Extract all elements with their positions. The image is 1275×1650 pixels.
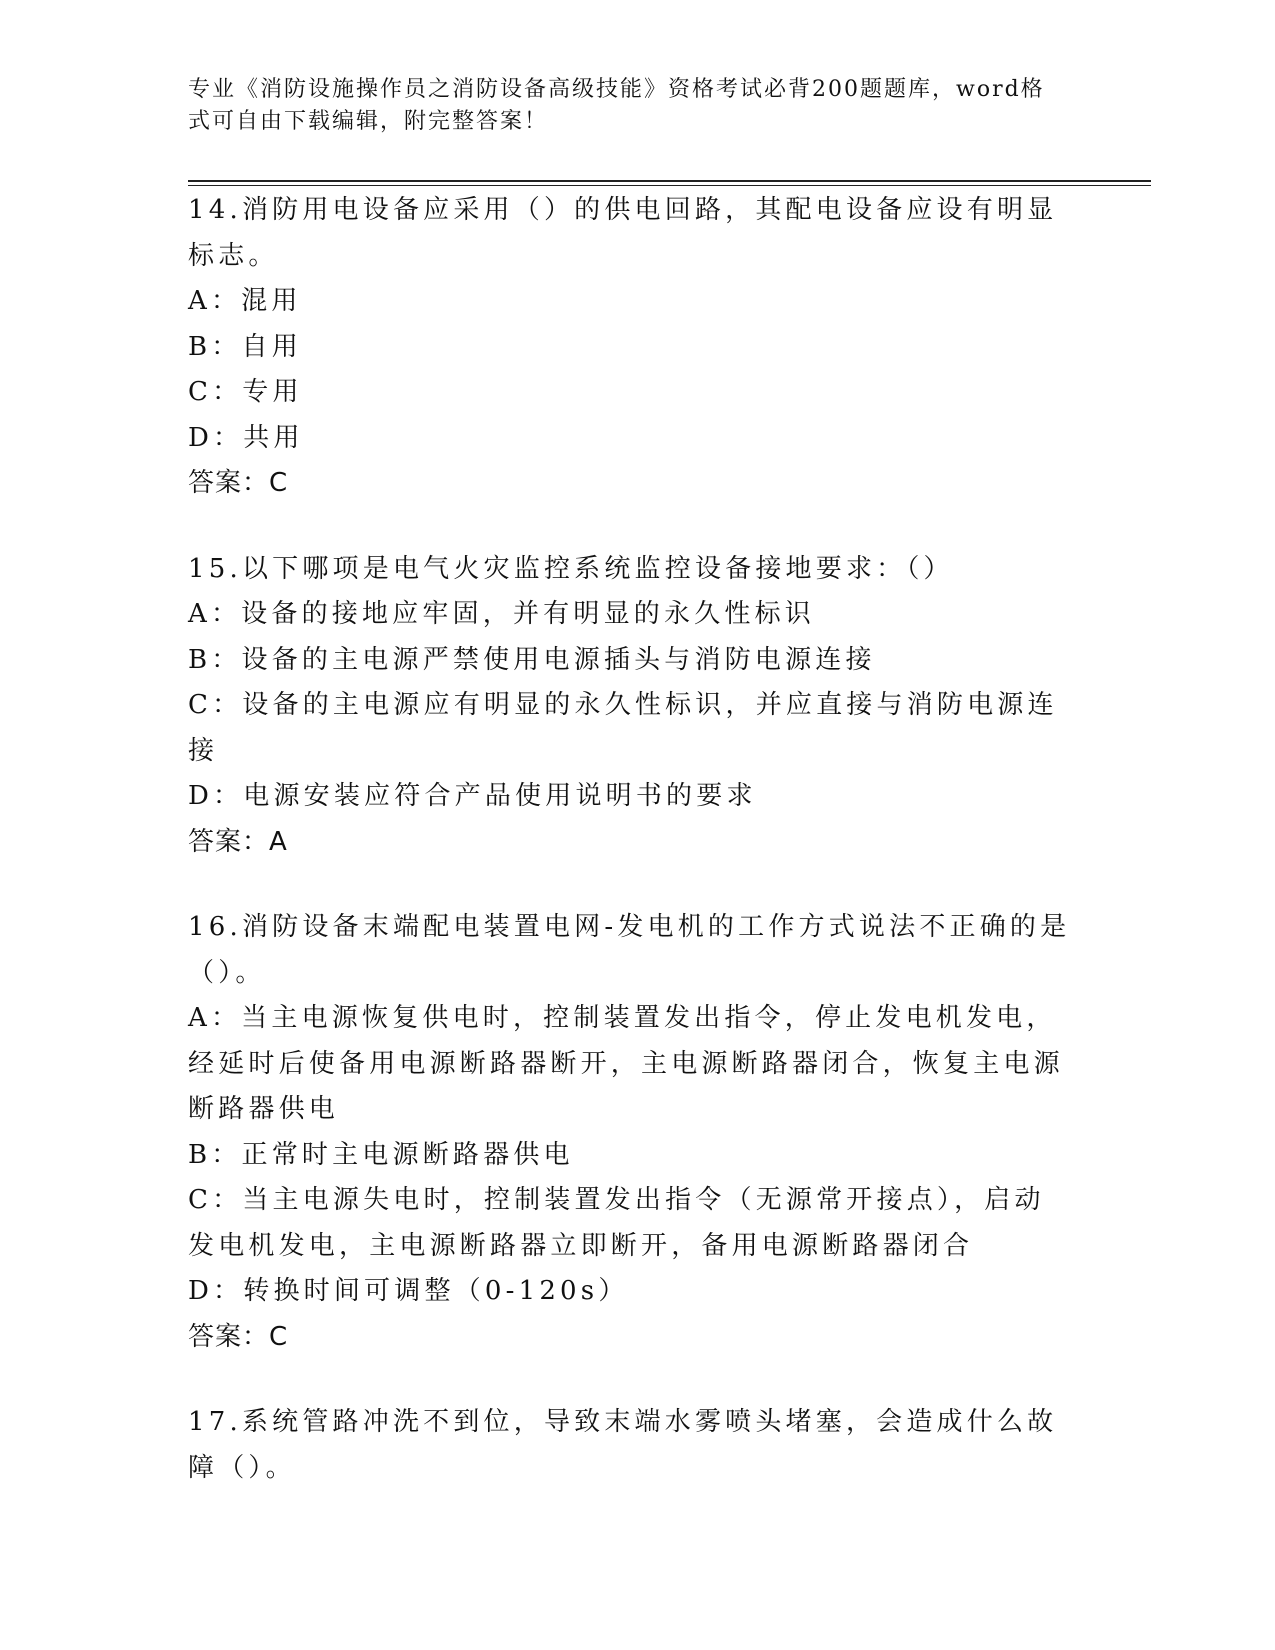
- answer: 答案：C: [188, 468, 289, 498]
- question-stem: 14.消防用电设备应采用（）的供电回路，其配电设备应设有明显标志。: [188, 195, 1058, 271]
- question-stem: 16.消防设备末端配电装置电网-发电机的工作方式说法不正确的是（）。: [188, 912, 1071, 988]
- option-d: D：转换时间可调整（0-120s）: [188, 1276, 629, 1306]
- option-a: A：混用: [188, 286, 302, 316]
- question-stem: 17.系统管路冲洗不到位，导致末端水雾喷头堵塞，会造成什么故障（）。: [188, 1407, 1058, 1483]
- answer: 答案：C: [188, 1321, 289, 1352]
- header-divider-thick: [188, 180, 1151, 182]
- option-a: A：设备的接地应牢固，并有明显的永久性标识: [188, 599, 815, 629]
- answer: 答案：A: [188, 826, 288, 857]
- question-16: [188, 905, 1073, 1360]
- question-17: [188, 1400, 1073, 1491]
- question-list: [188, 188, 1073, 1531]
- option-d: D：共用: [188, 422, 304, 453]
- option-c: C：专用: [188, 377, 303, 407]
- question-14: [188, 188, 1073, 507]
- option-b: B：正常时主电源断路器供电: [188, 1139, 574, 1170]
- question-stem: 15.以下哪项是电气火灾监控系统监控设备接地要求：（）: [188, 553, 954, 584]
- option-d: D：电源安装应符合产品使用说明书的要求: [188, 781, 757, 811]
- option-b: B：自用: [188, 331, 302, 362]
- question-15: [188, 547, 1073, 866]
- header-divider-thin: [188, 185, 1151, 186]
- option-a: A：当主电源恢复供电时，控制装置发出指令，停止发电机发电，经延时后使备用电源断路器断开，主电源断路器闭合，恢复主电源断路器供电: [188, 1003, 1064, 1124]
- option-c: C：设备的主电源应有明显的永久性标识，并应直接与消防电源连接: [188, 690, 1058, 766]
- document-header: 专业《消防设施操作员之消防设备高级技能》资格考试必背200题题库，word格式可自由下载编辑，附完整答案！: [188, 77, 1045, 134]
- option-c: C：当主电源失电时，控制装置发出指令（无源常开接点），启动发电机发电，主电源断路器立即断开，备用电源断路器闭合: [188, 1185, 1045, 1261]
- option-b: B：设备的主电源严禁使用电源插头与消防电源连接: [188, 644, 876, 675]
